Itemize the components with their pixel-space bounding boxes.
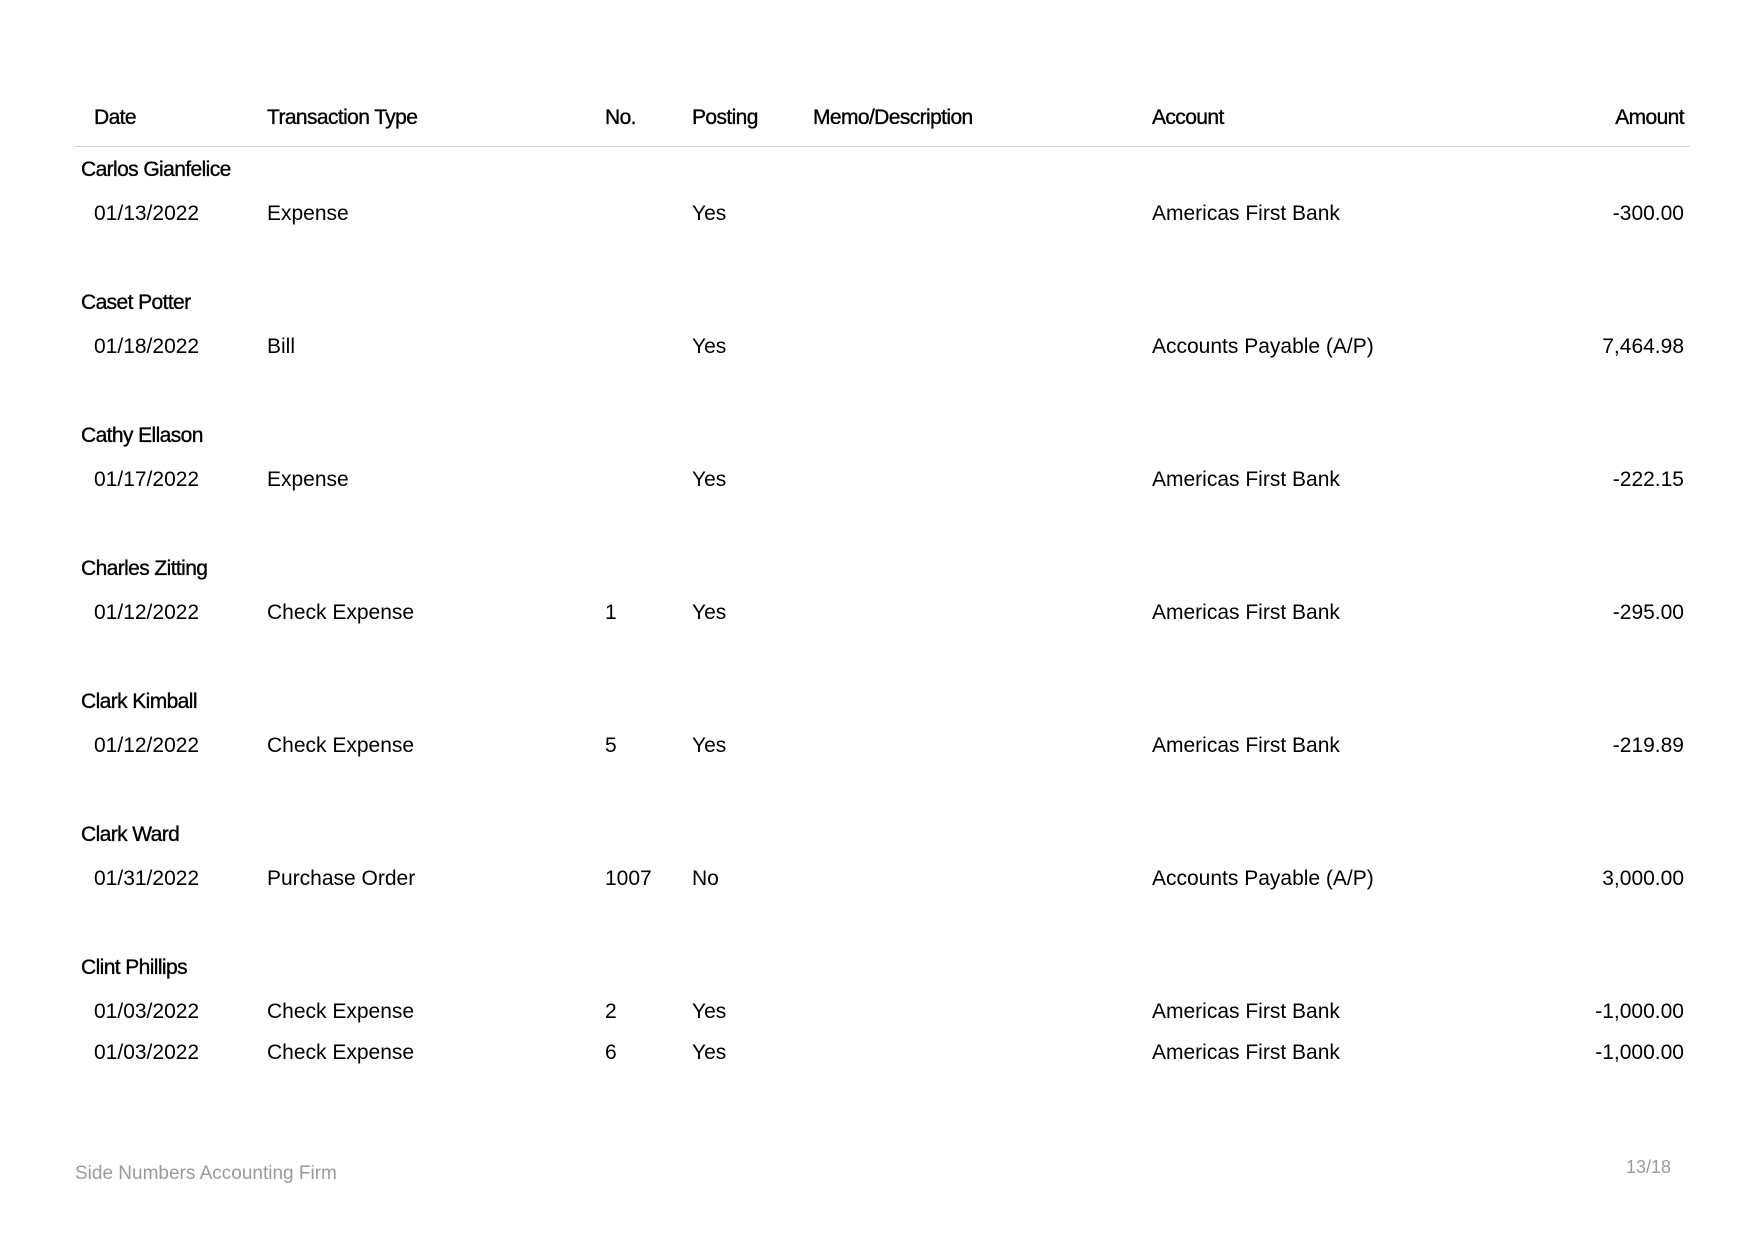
vendor-group	[75, 812, 1690, 945]
column-header-memo: Memo/Description	[813, 106, 973, 129]
cell-transaction-type: Bill	[267, 335, 296, 358]
table-row	[75, 335, 1690, 365]
cell-account: Americas First Bank	[1152, 601, 1340, 624]
column-header-posting: Posting	[692, 106, 758, 129]
cell-posting: Yes	[692, 1041, 727, 1064]
vendor-group	[75, 413, 1690, 546]
cell-no: 1007	[605, 867, 652, 890]
table-row	[75, 734, 1690, 764]
vendor-group	[75, 945, 1690, 1145]
column-header-transaction-type: Transaction Type	[267, 106, 418, 129]
cell-posting: No	[692, 867, 719, 890]
cell-amount: 7,464.98	[1602, 335, 1684, 358]
cell-transaction-type: Check Expense	[267, 1000, 415, 1023]
vendor-name: Cathy Ellason	[81, 424, 203, 447]
cell-posting: Yes	[692, 468, 727, 491]
cell-date: 01/03/2022	[94, 1000, 200, 1023]
column-header-no: No.	[605, 106, 636, 129]
cell-account: Americas First Bank	[1152, 202, 1340, 225]
column-header-date: Date	[94, 106, 136, 129]
cell-date: 01/13/2022	[94, 202, 200, 225]
cell-transaction-type: Check Expense	[267, 1041, 415, 1064]
cell-date: 01/18/2022	[94, 335, 200, 358]
cell-account: Americas First Bank	[1152, 734, 1340, 757]
vendor-group	[75, 679, 1690, 812]
cell-account: Americas First Bank	[1152, 468, 1340, 491]
cell-posting: Yes	[692, 601, 727, 624]
footer-company-name: Side Numbers Accounting Firm	[75, 1163, 337, 1184]
cell-posting: Yes	[692, 1000, 727, 1023]
cell-posting: Yes	[692, 335, 727, 358]
table-row	[75, 468, 1690, 498]
cell-no: 5	[605, 734, 617, 757]
cell-date: 01/12/2022	[94, 734, 200, 757]
cell-amount: -1,000.00	[1595, 1041, 1684, 1064]
vendor-name: Carlos Gianfelice	[81, 158, 231, 181]
cell-posting: Yes	[692, 734, 727, 757]
table-row	[75, 867, 1690, 897]
cell-amount: -295.00	[1612, 601, 1684, 624]
cell-date: 01/31/2022	[94, 867, 200, 890]
cell-no: 6	[605, 1041, 617, 1064]
cell-date: 01/17/2022	[94, 468, 200, 491]
table-row	[75, 1000, 1690, 1030]
cell-account: Accounts Payable (A/P)	[1152, 867, 1374, 890]
table-row	[75, 1041, 1690, 1071]
cell-amount: 3,000.00	[1602, 867, 1684, 890]
cell-amount: -1,000.00	[1595, 1000, 1684, 1023]
cell-transaction-type: Check Expense	[267, 601, 415, 624]
cell-no: 1	[605, 601, 617, 624]
cell-no: 2	[605, 1000, 617, 1023]
vendor-group	[75, 546, 1690, 679]
cell-account: Americas First Bank	[1152, 1041, 1340, 1064]
cell-account: Americas First Bank	[1152, 1000, 1340, 1023]
vendor-name: Clark Ward	[81, 823, 180, 846]
vendor-group	[75, 280, 1690, 413]
column-header-account: Account	[1152, 106, 1224, 129]
cell-transaction-type: Expense	[267, 468, 349, 491]
cell-transaction-type: Purchase Order	[267, 867, 416, 890]
transaction-report	[75, 96, 1690, 1145]
cell-amount: -219.89	[1612, 734, 1684, 757]
cell-amount: -222.15	[1612, 468, 1684, 491]
cell-posting: Yes	[692, 202, 727, 225]
vendor-group	[75, 147, 1690, 280]
vendor-name: Caset Potter	[81, 291, 191, 314]
table-header	[75, 96, 1690, 147]
cell-account: Accounts Payable (A/P)	[1152, 335, 1374, 358]
vendor-name: Clint Phillips	[81, 956, 187, 979]
cell-transaction-type: Check Expense	[267, 734, 415, 757]
cell-date: 01/03/2022	[94, 1041, 200, 1064]
cell-amount: -300.00	[1612, 202, 1684, 225]
cell-transaction-type: Expense	[267, 202, 349, 225]
page-number: 13/18	[1625, 1157, 1671, 1177]
table-row	[75, 202, 1690, 232]
vendor-name: Clark Kimball	[81, 690, 197, 713]
column-header-amount: Amount	[1615, 106, 1684, 129]
table-row	[75, 601, 1690, 631]
cell-date: 01/12/2022	[94, 601, 200, 624]
vendor-name: Charles Zitting	[81, 557, 208, 580]
